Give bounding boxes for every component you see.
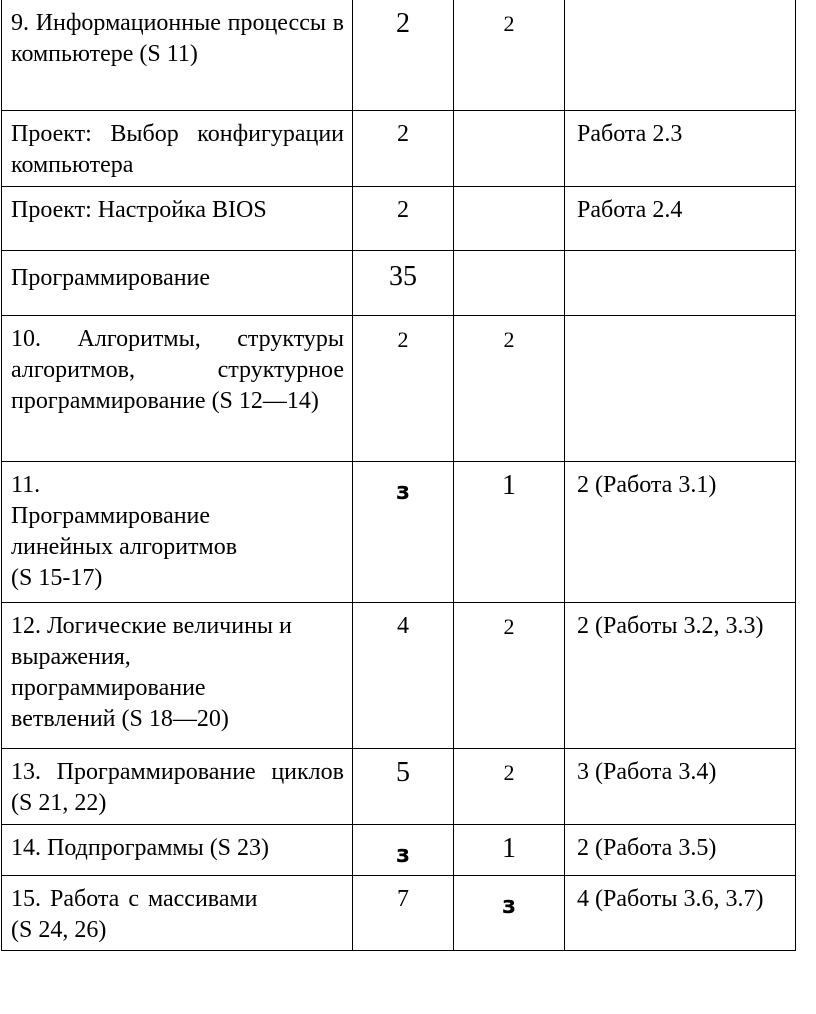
topic-text: 13. Программирование циклов (S 21, 22) [11, 759, 344, 816]
hours-theory-cell [454, 603, 565, 749]
topic-cell [2, 749, 353, 825]
hours-theory-cell [454, 749, 565, 825]
hours-total-cell [353, 825, 454, 876]
hours-total: 2 [397, 197, 409, 223]
practice-text [565, 0, 795, 8]
topic-text: Проект: Настройка BIOS [11, 197, 267, 223]
table-row [2, 187, 796, 251]
practice-cell [565, 111, 796, 187]
hours-total-cell [353, 876, 454, 951]
hours-total: з [396, 840, 410, 868]
hours-theory-cell [454, 251, 565, 316]
practice-text: Работа 2.3 [577, 121, 683, 147]
practice-cell [565, 316, 796, 462]
topic-cell [2, 187, 353, 251]
topic-line: программирование [11, 675, 206, 701]
hours-theory: з [502, 891, 516, 919]
hours-theory [454, 251, 564, 259]
hours-theory: 2 [503, 327, 515, 352]
practice-text: 2 (Работа 3.5) [577, 835, 717, 861]
hours-total: 5 [396, 757, 410, 788]
practice-text [565, 251, 795, 259]
practice-text: 2 (Работы 3.2, 3.3) [577, 613, 764, 639]
hours-theory-cell [454, 316, 565, 462]
topic-text: 10. Алгоритмы, структуры алгоритмов, структурное программирование (S 12—14) [11, 326, 344, 414]
hours-total: 2 [397, 327, 409, 352]
topic-cell [2, 876, 353, 951]
topic-line: ветвлений (S 18—20) [11, 706, 229, 732]
table-row [2, 876, 796, 951]
hours-total-cell [353, 187, 454, 251]
practice-text: 4 (Работы 3.6, 3.7) [577, 886, 764, 912]
topic-text [2, 876, 352, 946]
topic-line: (S 15-17) [11, 565, 103, 591]
practice-cell [565, 0, 796, 111]
topic-line: линейных алгоритмов [11, 534, 238, 560]
hours-total: 2 [397, 121, 409, 147]
topic-text: 9. Информационные процессы в компьютере (S 11) [11, 10, 344, 67]
table-row [2, 111, 796, 187]
hours-theory-cell [454, 187, 565, 251]
hours-theory-cell [454, 825, 565, 876]
table-row [2, 0, 796, 111]
hours-theory: 2 [503, 11, 515, 36]
hours-theory: 1 [502, 833, 516, 864]
table-row [2, 251, 796, 316]
topic-cell [2, 462, 353, 603]
practice-text: Работа 2.4 [577, 197, 683, 223]
topic-cell [2, 0, 353, 111]
section-title: Программирование [11, 265, 211, 291]
hours-total: 2 [396, 8, 410, 39]
section-title-cell [2, 251, 353, 316]
table-row [2, 462, 796, 603]
topic-text: Проект: Выбор конфигурации компьютера [11, 121, 344, 178]
hours-theory-cell [454, 462, 565, 603]
hours-theory: 2 [503, 760, 515, 785]
table-row [2, 603, 796, 749]
hours-theory-cell [454, 111, 565, 187]
hours-theory-cell [454, 876, 565, 951]
practice-text: 3 (Работа 3.4) [577, 759, 717, 785]
hours-total-cell [353, 251, 454, 316]
hours-theory [454, 187, 564, 195]
curriculum-table [1, 0, 796, 951]
practice-cell [565, 251, 796, 316]
hours-total: 4 [397, 613, 409, 639]
topic-line: выражения, [11, 644, 131, 670]
table-row [2, 825, 796, 876]
hours-total: 7 [397, 886, 409, 912]
topic-cell [2, 111, 353, 187]
hours-total: 35 [389, 261, 417, 292]
practice-cell [565, 462, 796, 603]
practice-text [565, 316, 795, 324]
topic-line: 15. Работа с массивами [11, 886, 258, 912]
table-row [2, 749, 796, 825]
topic-text [2, 603, 352, 735]
hours-theory [454, 111, 564, 119]
table-row [2, 316, 796, 462]
hours-theory-cell [454, 0, 565, 111]
practice-cell [565, 187, 796, 251]
practice-cell [565, 876, 796, 951]
practice-text: 2 (Работа 3.1) [577, 472, 717, 498]
topic-line: (S 24, 26) [11, 917, 107, 943]
hours-total-cell [353, 462, 454, 603]
topic-cell [2, 603, 353, 749]
hours-total-cell [353, 749, 454, 825]
topic-text: 14. Подпрограммы (S 23) [11, 835, 270, 861]
topic-line: Программирование [11, 503, 211, 529]
hours-total: з [396, 477, 410, 505]
topic-text [2, 462, 352, 594]
hours-total-cell [353, 603, 454, 749]
practice-cell [565, 749, 796, 825]
topic-cell [2, 316, 353, 462]
topic-line: 11. [11, 472, 41, 498]
hours-total-cell [353, 111, 454, 187]
practice-cell [565, 825, 796, 876]
practice-cell [565, 603, 796, 749]
hours-theory: 1 [502, 470, 516, 501]
hours-total-cell [353, 0, 454, 111]
topic-cell [2, 825, 353, 876]
hours-total-cell [353, 316, 454, 462]
hours-theory: 2 [503, 614, 515, 639]
topic-line: 12. Логические величины и [11, 613, 292, 639]
